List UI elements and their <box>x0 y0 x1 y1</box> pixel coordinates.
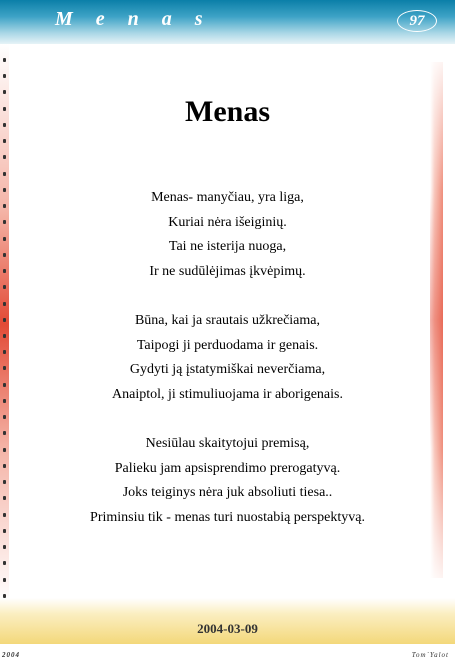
poem-line: Priminsiu tik - menas turi nuostabią perspektyvą. <box>90 509 365 525</box>
stanza <box>0 432 455 530</box>
stanza <box>0 186 455 284</box>
poem-line: Joks teiginys nėra juk absoliuti tiesa.. <box>122 485 333 500</box>
page-number: 97 <box>409 12 425 29</box>
poem-line: Kuriai nėra išeiginių. <box>168 214 287 230</box>
poem-line: Būna, kai ja srautais užkrečiama, <box>134 313 321 328</box>
ornament-mark <box>3 578 6 582</box>
poem-line: Nesiūlau skaitytojui premisą, <box>145 436 310 451</box>
footer-date: 2004-03-09 <box>197 621 258 636</box>
poem-line: Gydyti ją įstatymiškai neverčiama, <box>129 362 326 377</box>
ornament-mark <box>3 561 6 565</box>
header-title: M e n a s <box>55 8 212 30</box>
ornament-mark <box>3 58 6 62</box>
poem-line: Anaiptol, ji stimuliuojama ir aborigenais. <box>112 386 343 402</box>
poem-line: Palieku jam apsisprendimo prerogatyvą. <box>114 460 341 476</box>
poem-line: Ir ne sudūlėjimas įkvėpimų. <box>149 263 306 279</box>
poem-line: Menas- manyčiau, yra liga, <box>151 190 304 205</box>
page-header <box>0 0 455 44</box>
poem-line: Tai ne isterija nuoga, <box>168 239 287 254</box>
ornament-mark <box>3 172 6 176</box>
poem-line: Taipogi ji perduodama ir genais. <box>136 337 319 353</box>
footer-corner-year: 2004 <box>2 651 20 659</box>
poem-title: Menas <box>185 95 270 128</box>
ornament-mark <box>3 90 6 94</box>
poem-body <box>0 186 455 555</box>
stanza <box>0 309 455 407</box>
page-number-badge <box>397 10 437 32</box>
ornament-mark <box>3 74 6 78</box>
ornament-mark <box>3 139 6 143</box>
ornament-mark <box>3 155 6 159</box>
footer-corner-signature: Tom`Yalot <box>411 651 449 659</box>
